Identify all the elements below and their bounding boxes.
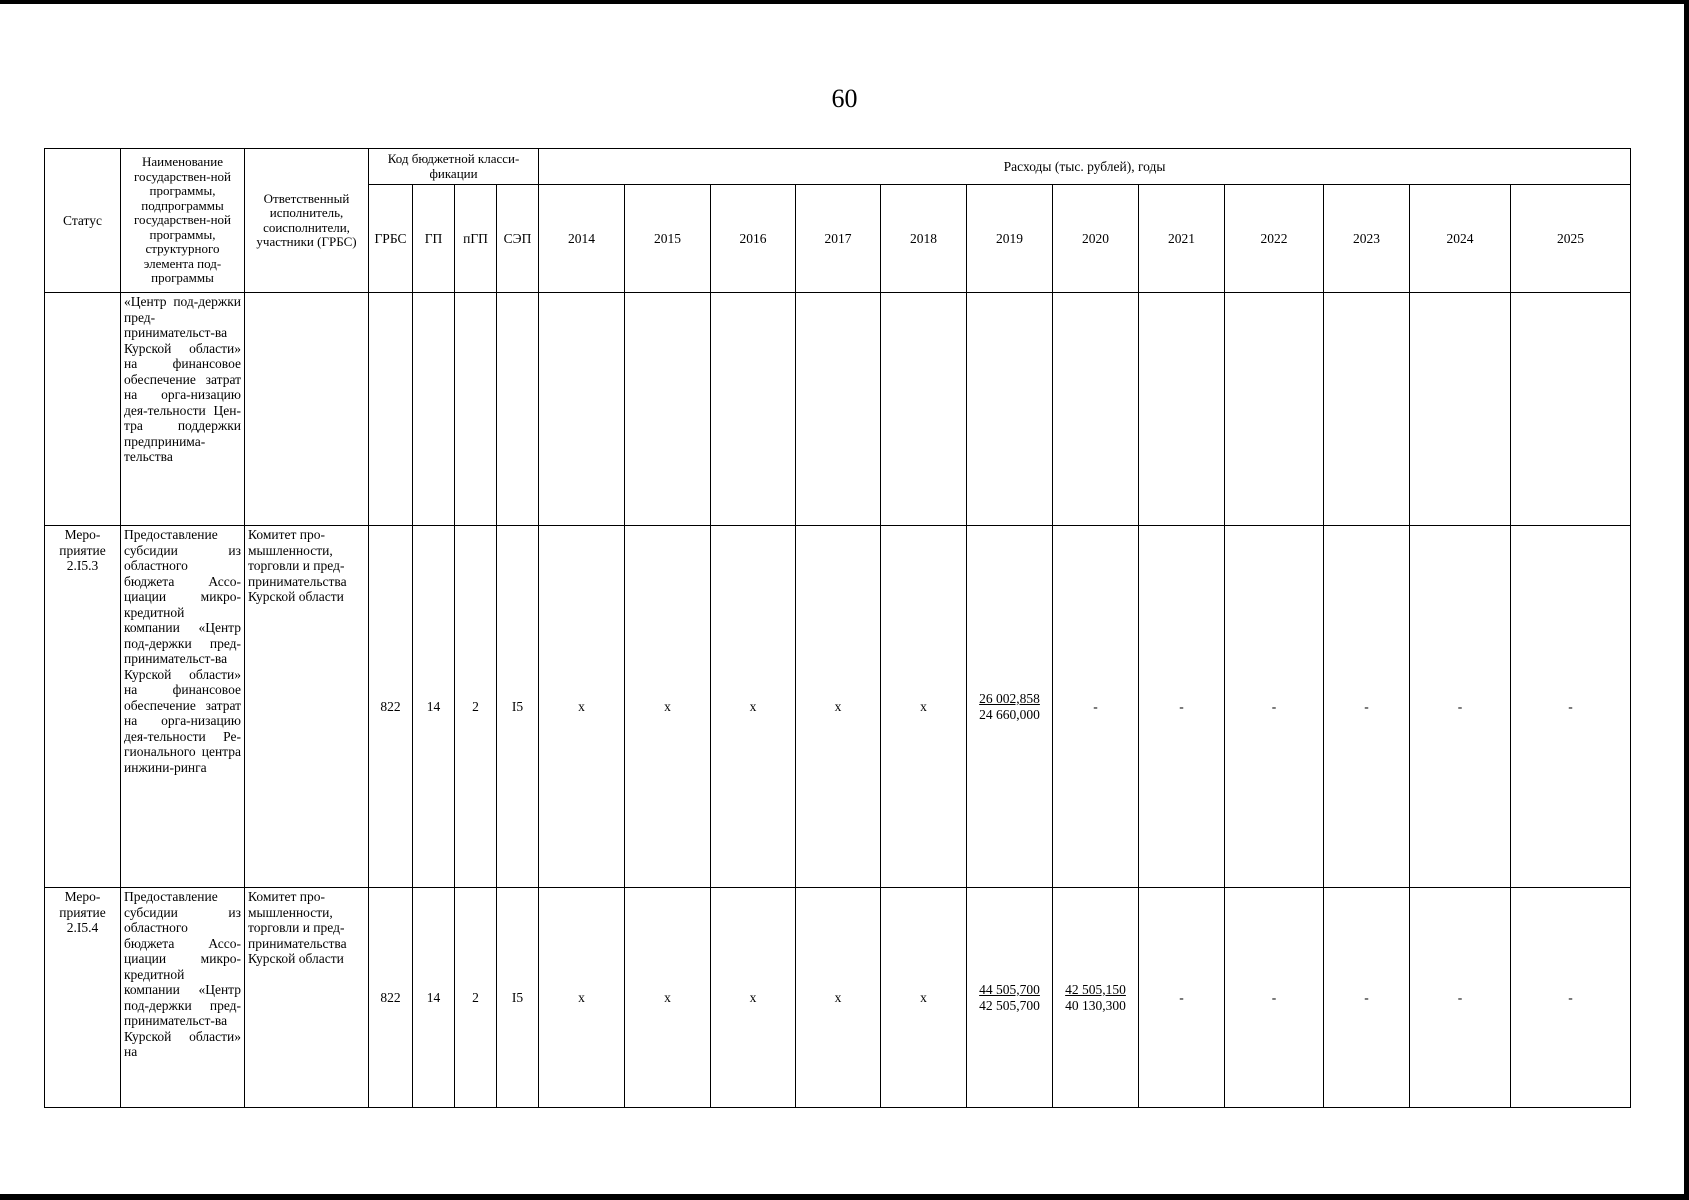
row-value-2017: x xyxy=(796,526,881,888)
row-value-2017: x xyxy=(796,888,881,1108)
header-code-grbs: ГРБС xyxy=(369,185,413,293)
row-value-2022: - xyxy=(1225,526,1324,888)
row-value-2015: x xyxy=(625,888,711,1108)
header-status: Статус xyxy=(45,149,121,293)
row-value-2019 xyxy=(967,888,1053,1108)
row-responsible: Комитет про-мышленности, торговли и пред-принимательства Курской области xyxy=(245,526,369,888)
row-status xyxy=(45,293,121,526)
row-code-grbs xyxy=(369,293,413,526)
value-actual: 42 505,700 xyxy=(979,997,1040,1013)
row-code-pgp: 2 xyxy=(455,888,497,1108)
row-value-2021: - xyxy=(1139,526,1225,888)
row-value-2019 xyxy=(967,526,1053,888)
row-value-2023 xyxy=(1324,293,1410,526)
row-value-2016: x xyxy=(711,888,796,1108)
header-code-group: Код бюджетной класси-фикации xyxy=(369,149,539,185)
header-year-2015: 2015 xyxy=(625,185,711,293)
row-value-2020 xyxy=(1053,293,1139,526)
row-responsible xyxy=(245,293,369,526)
row-value-2020: - xyxy=(1053,526,1139,888)
row-code-sep: I5 xyxy=(497,526,539,888)
table-row xyxy=(45,526,1631,888)
row-value-2025 xyxy=(1511,293,1631,526)
header-year-2014: 2014 xyxy=(539,185,625,293)
header-year-2023: 2023 xyxy=(1324,185,1410,293)
row-value-2022 xyxy=(1225,293,1324,526)
row-value-2016 xyxy=(711,293,796,526)
row-value-2018: x xyxy=(881,888,967,1108)
row-code-gp: 14 xyxy=(413,526,455,888)
header-year-2021: 2021 xyxy=(1139,185,1225,293)
row-value-2025: - xyxy=(1511,526,1631,888)
row-value-2023: - xyxy=(1324,888,1410,1108)
row-value-2014: x xyxy=(539,888,625,1108)
row-code-gp: 14 xyxy=(413,888,455,1108)
row-status: Меро-приятие 2.I5.3 xyxy=(45,526,121,888)
header-year-2016: 2016 xyxy=(711,185,796,293)
row-name: Предоставление субсидии из областного бюджета Ассо-циации микро-кредитной компании «Центр под-держки пред-принимательст-ва Курской области» на xyxy=(121,888,245,1108)
budget-table xyxy=(44,148,1631,1108)
row-status: Меро-приятие 2.I5.4 xyxy=(45,888,121,1108)
row-value-2014: x xyxy=(539,526,625,888)
row-value-2015 xyxy=(625,293,711,526)
table-row xyxy=(45,888,1631,1108)
header-code-pgp: пГП xyxy=(455,185,497,293)
row-value-2024: - xyxy=(1410,526,1511,888)
row-value-2022: - xyxy=(1225,888,1324,1108)
row-value-2017 xyxy=(796,293,881,526)
header-row-1 xyxy=(45,149,1631,185)
header-year-2022: 2022 xyxy=(1225,185,1324,293)
row-value-2025: - xyxy=(1511,888,1631,1108)
header-responsible: Ответственный исполнитель, соисполнители, участники (ГРБС) xyxy=(245,149,369,293)
value-planned: 44 505,700 xyxy=(979,982,1040,997)
value-planned: 26 002,858 xyxy=(979,691,1040,706)
header-expenses-group: Расходы (тыс. рублей), годы xyxy=(539,149,1631,185)
header-year-2019: 2019 xyxy=(967,185,1053,293)
header-year-2024: 2024 xyxy=(1410,185,1511,293)
row-code-grbs: 822 xyxy=(369,526,413,888)
row-value-2018: x xyxy=(881,526,967,888)
row-value-2023: - xyxy=(1324,526,1410,888)
row-value-2015: x xyxy=(625,526,711,888)
header-name: Наименование государствен-ной программы, подпрограммы государствен-ной программы, структурного элемента под-программы xyxy=(121,149,245,293)
row-name: «Центр под-держки пред-принимательст-ва Курской области» на финансовое обеспечение затрат на орга-низацию дея-тельности Цен-тра поддержки предпринима-тельства xyxy=(121,293,245,526)
header-year-2020: 2020 xyxy=(1053,185,1139,293)
row-code-sep: I5 xyxy=(497,888,539,1108)
row-value-2019 xyxy=(967,293,1053,526)
value-actual: 24 660,000 xyxy=(979,706,1040,722)
value-actual: 40 130,300 xyxy=(1065,997,1126,1013)
row-value-2024: - xyxy=(1410,888,1511,1108)
row-value-2018 xyxy=(881,293,967,526)
row-code-gp xyxy=(413,293,455,526)
row-value-2021: - xyxy=(1139,888,1225,1108)
row-name: Предоставление субсидии из областного бюджета Ассо-циации микро-кредитной компании «Центр под-держки пред-принимательст-ва Курской области» на финансовое обеспечение затрат на орга-низацию дея-тельности Ре-гионального центра инжини-ринга xyxy=(121,526,245,888)
row-value-2020 xyxy=(1053,888,1139,1108)
row-code-grbs: 822 xyxy=(369,888,413,1108)
row-value-2024 xyxy=(1410,293,1511,526)
page-number: 60 xyxy=(831,84,858,113)
row-code-pgp xyxy=(455,293,497,526)
table-row xyxy=(45,293,1631,526)
header-code-gp: ГП xyxy=(413,185,455,293)
row-value-2014 xyxy=(539,293,625,526)
row-value-2021 xyxy=(1139,293,1225,526)
header-code-sep: СЭП xyxy=(497,185,539,293)
value-planned: 42 505,150 xyxy=(1065,982,1126,997)
header-year-2018: 2018 xyxy=(881,185,967,293)
row-value-2016: x xyxy=(711,526,796,888)
header-year-2017: 2017 xyxy=(796,185,881,293)
row-code-pgp: 2 xyxy=(455,526,497,888)
row-responsible: Комитет про-мышленности, торговли и пред-принимательства Курской области xyxy=(245,888,369,1108)
row-code-sep xyxy=(497,293,539,526)
header-year-2025: 2025 xyxy=(1511,185,1631,293)
